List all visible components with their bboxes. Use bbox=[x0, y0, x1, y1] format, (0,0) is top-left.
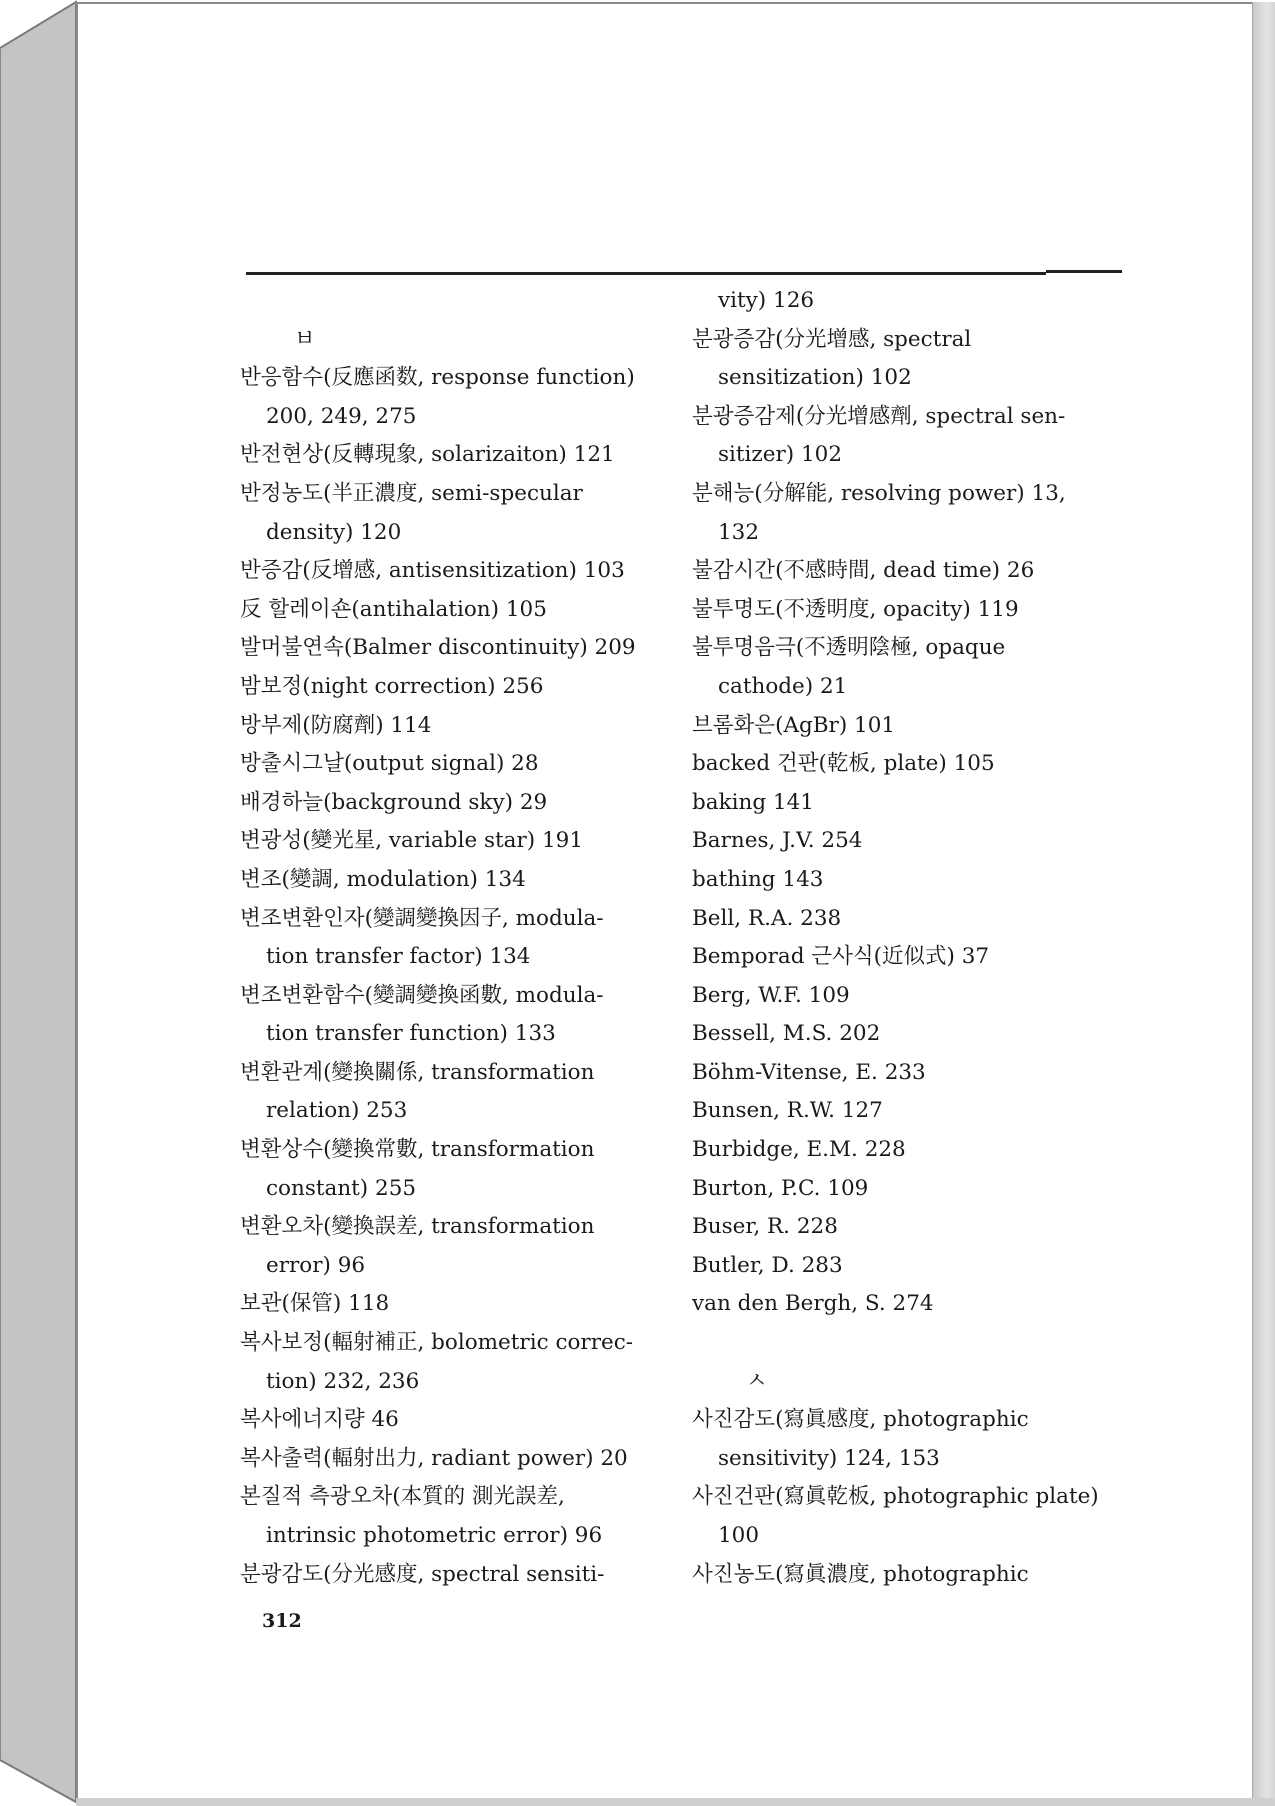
index-entry: 불투명음극(不透明陰極, opaque bbox=[692, 635, 1006, 661]
index-entry-continuation: sensitivity) 124, 153 bbox=[718, 1445, 940, 1471]
page-edge-bottom bbox=[76, 1798, 1275, 1806]
index-entry: Berg, W.F. 109 bbox=[692, 982, 850, 1008]
index-entry: 복사에너지량 46 bbox=[240, 1407, 399, 1433]
index-entry-continuation: constant) 255 bbox=[266, 1175, 417, 1201]
index-entry: 反 할레이숀(antihalation) 105 bbox=[240, 596, 547, 622]
index-entry: 변환상수(變換常數, transformation bbox=[240, 1137, 595, 1163]
index-entry: 보관(保管) 118 bbox=[240, 1291, 390, 1317]
index-entry: 복사출력(輻射出力, radiant power) 20 bbox=[240, 1445, 628, 1471]
index-entry-continuation: intrinsic photometric error) 96 bbox=[266, 1523, 603, 1548]
index-entry-continuation: tion) 232, 236 bbox=[266, 1368, 420, 1394]
index-entry: Bunsen, R.W. 127 bbox=[692, 1098, 883, 1124]
index-entry-continuation: 132 bbox=[718, 519, 760, 545]
header-rule-end bbox=[1046, 270, 1122, 273]
index-entry: 불감시간(不感時間, dead time) 26 bbox=[692, 558, 1035, 584]
index-entry: 발머불연속(Balmer discontinuity) 209 bbox=[240, 635, 636, 661]
index-entry: Barnes, J.V. 254 bbox=[692, 828, 863, 854]
index-entry: 반증감(反增感, antisensitization) 103 bbox=[240, 558, 625, 584]
index-entry-continuation: sitizer) 102 bbox=[718, 442, 843, 468]
index-entry: 분해능(分解能, resolving power) 13, bbox=[692, 480, 1066, 506]
index-entry: 반전현상(反轉現象, solarizaiton) 121 bbox=[240, 442, 615, 468]
section-letter: ㅂ bbox=[294, 326, 316, 352]
index-column-left bbox=[240, 282, 660, 1594]
index-entry: bathing 143 bbox=[692, 866, 824, 892]
index-entry: 반응함수(反應函数, response function) bbox=[240, 365, 635, 391]
index-entry-continuation: 200, 249, 275 bbox=[266, 403, 417, 429]
index-entry: 방출시그날(output signal) 28 bbox=[240, 751, 539, 777]
index-entry-continuation: 100 bbox=[718, 1523, 760, 1548]
index-entry: 사진농도(寫眞濃度, photographic bbox=[692, 1561, 1029, 1587]
index-entry: van den Bergh, S. 274 bbox=[692, 1291, 934, 1317]
index-entry: Butler, D. 283 bbox=[692, 1252, 843, 1278]
index-entry-continuation: tion transfer function) 133 bbox=[266, 1021, 556, 1047]
page-edge-right bbox=[1252, 2, 1275, 1802]
index-entry: Burton, P.C. 109 bbox=[692, 1175, 869, 1201]
index-entry: 사진건판(寫眞乾板, photographic plate) bbox=[692, 1484, 1099, 1510]
index-entry: 브롬화은(AgBr) 101 bbox=[692, 712, 896, 738]
index-entry: Buser, R. 228 bbox=[692, 1214, 838, 1240]
index-entry-continuation: relation) 253 bbox=[266, 1098, 408, 1124]
index-entry: 변조변환인자(變調變換因子, modula- bbox=[240, 905, 604, 931]
section-gap bbox=[692, 1324, 1132, 1363]
page-number: 312 bbox=[262, 1610, 302, 1632]
index-entry: baking 141 bbox=[692, 789, 814, 815]
index-entry: Bessell, M.S. 202 bbox=[692, 1021, 881, 1047]
index-entry-continuation: tion transfer factor) 134 bbox=[266, 944, 531, 970]
index-entry-continuation: sensitization) 102 bbox=[718, 365, 912, 391]
index-entry: 방부제(防腐劑) 114 bbox=[240, 712, 432, 738]
index-entry: 반정농도(半正濃度, semi-specular bbox=[240, 480, 583, 506]
index-entry: 변환오차(變換誤差, transformation bbox=[240, 1214, 595, 1240]
index-entry-continuation: cathode) 21 bbox=[718, 673, 848, 699]
index-entry: backed 건판(乾板, plate) 105 bbox=[692, 751, 995, 777]
index-entry: 분광증감(分光增感, spectral bbox=[692, 326, 972, 352]
index-entry: 본질적 측광오차(本質的 測光誤差, bbox=[240, 1484, 565, 1510]
book-spine-side bbox=[0, 0, 78, 1806]
section-gap bbox=[240, 282, 660, 321]
index-entry-continuation: error) 96 bbox=[266, 1252, 366, 1278]
index-entry: 불투명도(不透明度, opacity) 119 bbox=[692, 596, 1019, 622]
index-entry: 복사보정(輻射補正, bolometric correc- bbox=[240, 1330, 634, 1356]
index-entry: 배경하늘(background sky) 29 bbox=[240, 789, 548, 815]
index-entry-continuation: density) 120 bbox=[266, 519, 402, 545]
index-entry: Böhm-Vitense, E. 233 bbox=[692, 1059, 926, 1085]
index-entry: 분광증감제(分光增感劑, spectral sen- bbox=[692, 403, 1066, 429]
index-entry-continuation: vity) 126 bbox=[718, 288, 815, 313]
index-entry: 변환관계(變換關係, transformation bbox=[240, 1059, 595, 1085]
index-entry: 사진감도(寫眞感度, photographic bbox=[692, 1407, 1029, 1433]
index-entry: 변광성(變光星, variable star) 191 bbox=[240, 828, 584, 854]
index-entry: Bemporad 근사식(近似式) 37 bbox=[692, 944, 990, 970]
index-entry: 밤보정(night correction) 256 bbox=[240, 673, 544, 699]
index-entry: 분광감도(分光感度, spectral sensiti- bbox=[240, 1561, 605, 1587]
index-entry: Bell, R.A. 238 bbox=[692, 905, 842, 931]
section-letter: ㅅ bbox=[746, 1368, 768, 1394]
index-entry: 변조(變調, modulation) 134 bbox=[240, 866, 526, 892]
index-column-right bbox=[692, 282, 1132, 1594]
index-entry: 변조변환함수(變調變換函數, modula- bbox=[240, 982, 604, 1008]
header-rule bbox=[246, 272, 1046, 275]
index-entry: Burbidge, E.M. 228 bbox=[692, 1137, 906, 1163]
